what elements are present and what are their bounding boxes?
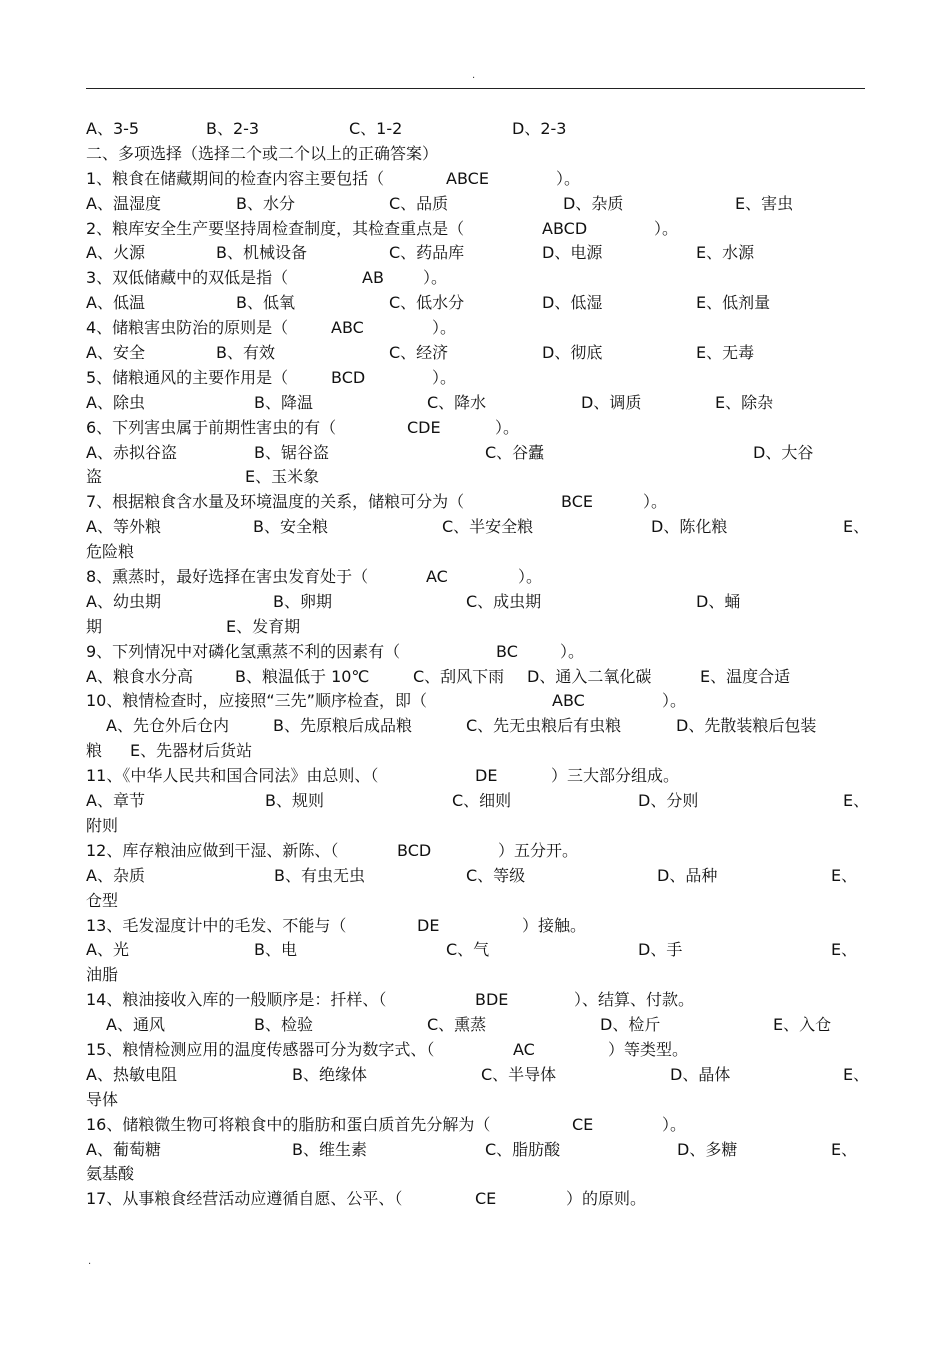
text-segment: 12、库存粮油应做到干湿、新陈、（ xyxy=(86,840,339,860)
text-segment: D、分则 xyxy=(638,791,699,811)
text-segment: D、蛹 xyxy=(696,591,741,611)
text-line xyxy=(86,665,876,690)
text-line xyxy=(86,914,876,939)
text-segment: 3、双低储藏中的双低是指（ xyxy=(86,268,289,288)
text-segment: A、章节 xyxy=(86,791,145,811)
text-segment: D、手 xyxy=(638,940,683,960)
text-segment: E、无毒 xyxy=(696,343,755,363)
text-segment: ）的原则。 xyxy=(566,1189,647,1209)
text-segment: C、成虫期 xyxy=(466,591,542,611)
text-segment: E、玉米象 xyxy=(245,467,320,487)
text-segment: BCD xyxy=(397,840,432,860)
footer-mark: . xyxy=(88,1256,92,1267)
text-segment: C、半导体 xyxy=(481,1064,557,1084)
text-segment: ）。 xyxy=(662,691,687,711)
text-segment: B、安全粮 xyxy=(253,517,328,537)
text-segment: ABC xyxy=(331,318,364,338)
text-segment: D、多糖 xyxy=(677,1139,738,1159)
text-line xyxy=(86,789,876,814)
header-mark: . xyxy=(472,70,476,81)
text-line xyxy=(86,515,876,540)
text-segment: ）。 xyxy=(495,417,520,437)
text-line xyxy=(86,839,876,864)
header-rule xyxy=(86,88,865,89)
text-segment: ）等类型。 xyxy=(608,1039,689,1059)
text-segment: 二、多项选择（选择二个或二个以上的正确答案） xyxy=(86,143,439,163)
text-line xyxy=(86,341,876,366)
text-segment: E、 xyxy=(831,940,858,960)
text-segment: D、晶体 xyxy=(670,1064,731,1084)
text-segment: 14、粮油接收入库的一般顺序是：扦样、（ xyxy=(86,990,387,1010)
text-line xyxy=(86,864,876,889)
text-segment: C、半安全粮 xyxy=(442,517,534,537)
text-segment: 2、粮库安全生产要坚持周检查制度，其检查重点是（ xyxy=(86,218,465,238)
text-segment: E、低剂量 xyxy=(696,293,771,313)
text-segment: B、机械设备 xyxy=(216,243,307,263)
text-segment: E、 xyxy=(831,865,858,885)
text-segment: 4、储粮害虫防治的原则是（ xyxy=(86,318,289,338)
text-segment: ）、结算、付款。 xyxy=(574,990,695,1010)
text-segment: ）。 xyxy=(662,1114,687,1134)
text-segment: B、低氧 xyxy=(236,293,295,313)
text-segment: BCE xyxy=(561,492,593,512)
text-segment: A、热敏电阻 xyxy=(86,1064,177,1084)
text-line xyxy=(86,117,876,142)
text-segment: B、粮温低于 10℃ xyxy=(235,666,370,686)
text-segment: ABCD xyxy=(542,218,588,238)
text-segment: A、光 xyxy=(86,940,129,960)
text-segment: C、脂肪酸 xyxy=(485,1139,561,1159)
text-segment: D、陈化粮 xyxy=(651,517,728,537)
text-line xyxy=(86,889,876,914)
text-line xyxy=(86,391,876,416)
text-segment: 8、熏蒸时，最好选择在害虫发育处于（ xyxy=(86,567,369,587)
text-segment: B、水分 xyxy=(236,193,295,213)
text-line xyxy=(86,192,876,217)
text-segment: A、杂质 xyxy=(86,865,145,885)
text-segment: ）。 xyxy=(654,218,679,238)
text-segment: ABCE xyxy=(446,168,489,188)
text-segment: C、刮风下雨 xyxy=(413,666,505,686)
text-line xyxy=(86,1138,876,1163)
text-segment: C、1-2 xyxy=(349,119,403,138)
text-segment: E、 xyxy=(831,1139,858,1159)
text-line xyxy=(86,266,876,291)
text-segment: C、气 xyxy=(446,940,490,960)
text-line xyxy=(86,714,876,739)
text-line xyxy=(86,416,876,441)
text-line xyxy=(86,640,876,665)
text-segment: A、温湿度 xyxy=(86,193,161,213)
text-line xyxy=(86,1013,876,1038)
text-segment: E、 xyxy=(843,517,870,537)
text-segment: C、经济 xyxy=(389,343,449,363)
text-segment: 导体 xyxy=(86,1089,119,1109)
text-line xyxy=(86,465,876,490)
text-line xyxy=(86,1187,876,1212)
text-segment: CDE xyxy=(407,417,441,437)
text-line xyxy=(86,689,876,714)
text-segment: C、先无虫粮后有虫粮 xyxy=(466,716,622,736)
text-segment: E、水源 xyxy=(696,243,755,263)
text-segment: D、检斤 xyxy=(600,1015,661,1035)
text-segment: B、规则 xyxy=(265,791,324,811)
text-line xyxy=(86,938,876,963)
text-segment: BCD xyxy=(331,367,366,387)
text-segment: D、大谷 xyxy=(753,442,814,462)
text-segment: C、降水 xyxy=(427,392,487,412)
text-segment: B、电 xyxy=(254,940,297,960)
text-segment: 危险粮 xyxy=(86,542,135,562)
text-segment: E、 xyxy=(843,1064,870,1084)
text-line xyxy=(86,764,876,789)
text-segment: A、通风 xyxy=(106,1015,165,1035)
text-line xyxy=(86,366,876,391)
text-segment: D、低湿 xyxy=(542,293,603,313)
text-segment: C、等级 xyxy=(466,865,526,885)
text-segment: C、谷蠹 xyxy=(485,442,545,462)
text-segment: D、彻底 xyxy=(542,343,603,363)
text-line xyxy=(86,615,876,640)
text-segment: ）。 xyxy=(643,492,668,512)
text-segment: C、低水分 xyxy=(389,293,465,313)
text-segment: DE xyxy=(417,915,440,935)
text-segment: BDE xyxy=(475,990,509,1010)
text-segment: B、绝缘体 xyxy=(292,1064,367,1084)
text-segment: E、 xyxy=(843,791,870,811)
text-segment: 9、下列情况中对磷化氢熏蒸不利的因素有（ xyxy=(86,641,401,661)
text-line xyxy=(86,565,876,590)
text-segment: A、等外粮 xyxy=(86,517,161,537)
text-segment: 1、粮食在储藏期间的检查内容主要包括（ xyxy=(86,168,385,188)
text-line xyxy=(86,217,876,242)
text-line xyxy=(86,1088,876,1113)
text-segment: 11、《中华人民共和国合同法》由总则、（ xyxy=(86,766,379,786)
text-segment: CE xyxy=(572,1114,594,1134)
text-segment: D、先散装粮后包装 xyxy=(676,716,817,736)
text-segment: 13、毛发湿度计中的毛发、不能与（ xyxy=(86,915,347,935)
text-segment: B、锯谷盗 xyxy=(254,442,329,462)
text-segment: 油脂 xyxy=(86,965,119,985)
text-segment: AB xyxy=(362,268,384,288)
text-segment: ）。 xyxy=(423,268,448,288)
text-segment: A、葡萄糖 xyxy=(86,1139,161,1159)
text-line xyxy=(86,441,876,466)
text-segment: D、杂质 xyxy=(563,193,624,213)
text-segment: 氨基酸 xyxy=(86,1164,135,1184)
text-segment: A、粮食水分高 xyxy=(86,666,193,686)
text-segment: B、先原粮后成品粮 xyxy=(273,716,412,736)
text-segment: A、除虫 xyxy=(86,392,145,412)
text-segment: AC xyxy=(426,567,448,587)
text-line xyxy=(86,1162,876,1187)
text-line xyxy=(86,1113,876,1138)
text-line xyxy=(86,316,876,341)
text-segment: E、害虫 xyxy=(735,193,794,213)
text-segment: 17、从事粮食经营活动应遵循自愿、公平、（ xyxy=(86,1189,403,1209)
text-line xyxy=(86,241,876,266)
text-segment: D、调质 xyxy=(581,392,642,412)
text-segment: 10、粮情检查时，应接照“三先”顺序检查，即（ xyxy=(86,691,427,711)
text-segment: 粮 xyxy=(86,741,103,761)
text-segment: A、火源 xyxy=(86,243,145,263)
text-line xyxy=(86,1038,876,1063)
text-line xyxy=(86,590,876,615)
text-segment: 16、储粮微生物可将粮食中的脂肪和蛋白质首先分解为（ xyxy=(86,1114,491,1134)
text-segment: E、先器材后货站 xyxy=(130,741,253,761)
text-segment: 6、下列害虫属于前期性害虫的有（ xyxy=(86,417,337,437)
text-line xyxy=(86,814,876,839)
text-segment: ）接触。 xyxy=(522,915,587,935)
text-line xyxy=(86,167,876,192)
text-segment: ）三大部分组成。 xyxy=(551,766,680,786)
text-segment: ）。 xyxy=(560,641,585,661)
text-segment: C、药品库 xyxy=(389,243,465,263)
text-segment: D、2-3 xyxy=(512,119,567,138)
text-segment: 5、储粮通风的主要作用是（ xyxy=(86,367,289,387)
text-segment: B、维生素 xyxy=(292,1139,367,1159)
text-segment: B、有效 xyxy=(216,343,275,363)
text-segment: B、有虫无虫 xyxy=(274,865,365,885)
text-segment: 附则 xyxy=(86,815,119,835)
text-segment: DE xyxy=(475,766,498,786)
text-segment: C、细则 xyxy=(452,791,512,811)
text-segment: 盗 xyxy=(86,467,103,487)
exam-content xyxy=(86,117,876,1212)
text-segment: E、温度合适 xyxy=(700,666,791,686)
text-segment: A、幼虫期 xyxy=(86,591,161,611)
text-segment: 期 xyxy=(86,616,103,636)
text-segment: A、3-5 xyxy=(86,119,140,138)
text-segment: B、降温 xyxy=(254,392,313,412)
text-segment: B、2-3 xyxy=(206,119,260,138)
text-segment: D、电源 xyxy=(542,243,603,263)
text-line xyxy=(86,1063,876,1088)
text-segment: A、赤拟谷盗 xyxy=(86,442,177,462)
text-segment: B、卵期 xyxy=(273,591,332,611)
text-segment: A、先仓外后仓内 xyxy=(106,716,229,736)
text-segment: 15、粮情检测应用的温度传感器可分为数字式、（ xyxy=(86,1039,435,1059)
text-segment: C、品质 xyxy=(389,193,449,213)
text-segment: A、低温 xyxy=(86,293,145,313)
text-segment: ABC xyxy=(552,691,585,711)
text-segment: D、通入二氧化碳 xyxy=(527,666,652,686)
text-segment: D、品种 xyxy=(657,865,718,885)
text-segment: CE xyxy=(475,1189,497,1209)
text-line xyxy=(86,540,876,565)
text-segment: E、入仓 xyxy=(773,1015,832,1035)
text-line xyxy=(86,490,876,515)
text-line xyxy=(86,142,876,167)
text-segment: C、熏蒸 xyxy=(427,1015,487,1035)
text-segment: E、发育期 xyxy=(226,616,301,636)
text-line xyxy=(86,291,876,316)
text-segment: ）。 xyxy=(432,367,457,387)
text-segment: ）。 xyxy=(556,168,581,188)
text-segment: B、检验 xyxy=(254,1015,313,1035)
text-line xyxy=(86,963,876,988)
text-line xyxy=(86,988,876,1013)
text-segment: ）五分开。 xyxy=(498,840,579,860)
text-segment: BC xyxy=(496,641,518,661)
text-segment: A、安全 xyxy=(86,343,145,363)
text-segment: AC xyxy=(513,1039,535,1059)
text-segment: ）。 xyxy=(432,318,457,338)
text-line xyxy=(86,739,876,764)
text-segment: 仓型 xyxy=(86,890,119,910)
text-segment: E、除杂 xyxy=(715,392,774,412)
text-segment: ）。 xyxy=(518,567,543,587)
text-segment: 7、根据粮食含水量及环境温度的关系，储粮可分为（ xyxy=(86,492,465,512)
